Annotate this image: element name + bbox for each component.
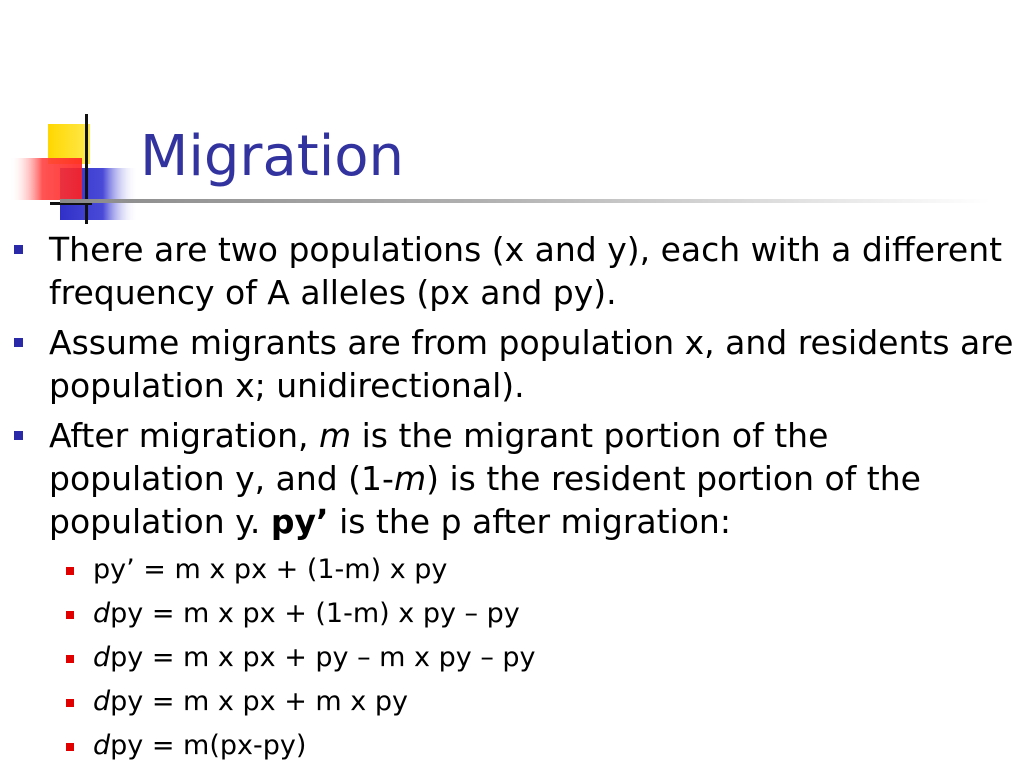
bullet-item [0, 228, 1014, 314]
sub-bullet-marker-icon [66, 699, 74, 707]
sub-bullet-item [0, 685, 1024, 719]
bullet-italic-term: m [318, 416, 352, 455]
decorative-logo-icon [10, 110, 150, 230]
sub-bullet-marker-icon [66, 743, 74, 751]
bullet-text: There are two populations (x and y), each with a different frequency of A alleles (px and py). [49, 230, 1003, 312]
equation-prefix: d [93, 598, 111, 629]
bullet-text-part: After migration, [49, 416, 319, 455]
equation-text: py’ = m x px + (1-m) x py [93, 554, 448, 585]
sub-bullet-item [0, 641, 1024, 675]
sub-bullet-item [0, 553, 1024, 587]
sub-bullet-marker-icon [66, 655, 74, 663]
sub-bullet-marker-icon [66, 567, 74, 575]
equation-prefix: d [93, 686, 111, 717]
bullet-marker-icon [14, 338, 23, 347]
equation-text: py = m(px-py) [110, 730, 307, 761]
equation-text: py = m x px + (1-m) x py – py [110, 598, 520, 629]
equation-text: py = m x px + py – m x py – py [110, 642, 536, 673]
bullet-text-part: ) is the resident portion of the population y. [49, 459, 921, 541]
bullet-marker-icon [14, 431, 23, 440]
bullet-item [0, 414, 1014, 543]
equation-text: py = m x px + m x py [110, 686, 408, 717]
equation-prefix: d [93, 642, 111, 673]
equation-prefix: d [93, 730, 111, 761]
bullet-text-part: is the p after migration: [328, 502, 731, 541]
bullet-text-part: is the migrant portion of the population y, and (1- [49, 416, 829, 498]
slide-title: Migration [140, 124, 405, 189]
bullet-item [0, 321, 1014, 407]
title-divider [60, 199, 990, 203]
sub-bullet-marker-icon [66, 611, 74, 619]
bullet-list [0, 228, 1024, 768]
sub-bullet-item [0, 597, 1024, 631]
bullet-marker-icon [14, 245, 23, 254]
bullet-text: Assume migrants are from population x, and residents are population x; unidirectional). [49, 323, 1014, 405]
bullet-bold-term: py’ [270, 502, 329, 541]
bullet-italic-term: m [393, 459, 427, 498]
sub-bullet-item [0, 729, 1024, 763]
